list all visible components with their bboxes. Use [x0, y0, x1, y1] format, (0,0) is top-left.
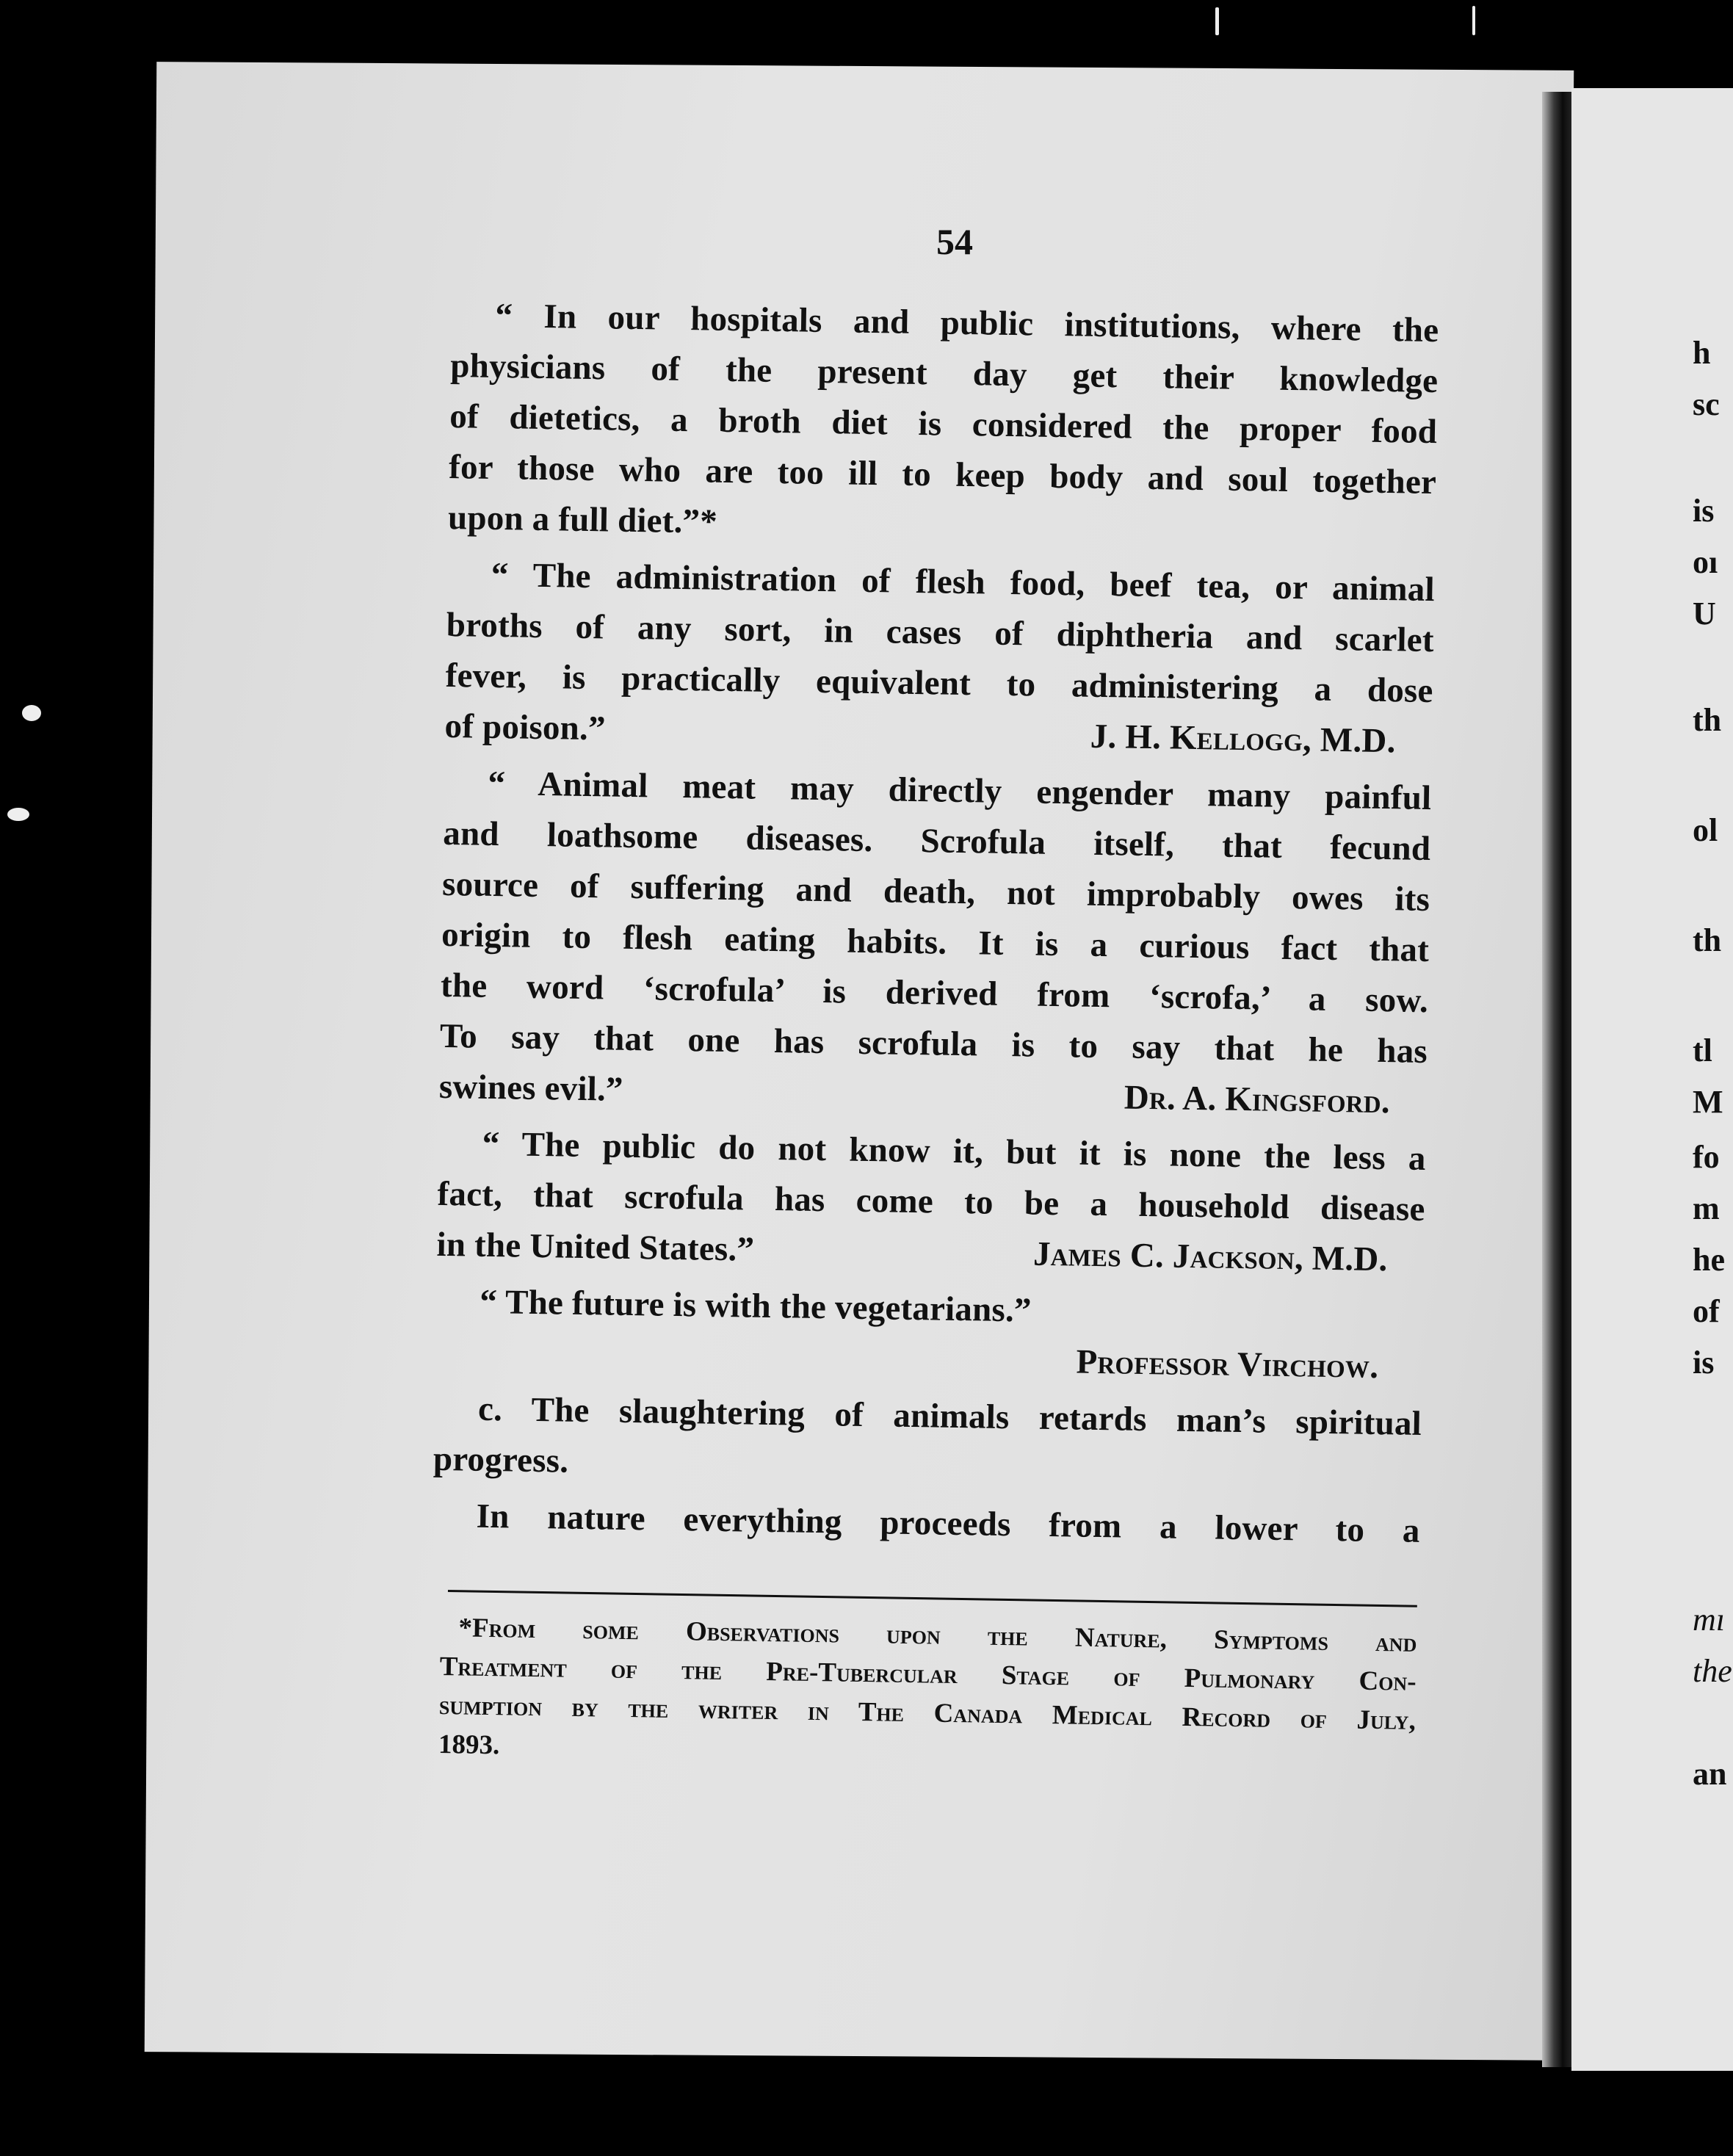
text-line: and loathsome diseases. Scrofula itself, that fecund: [442, 814, 1431, 869]
facing-page-fragment: m: [1693, 1190, 1720, 1226]
text-line: in the United States.”: [436, 1225, 755, 1269]
quote-attribution: Dr. A. Kingsford.: [1124, 1078, 1391, 1121]
facing-page-fragment: is: [1693, 493, 1715, 529]
text-line: of poison.”: [444, 706, 607, 748]
footnote: [438, 1608, 1417, 1779]
facing-page-fragment: M: [1693, 1084, 1723, 1120]
text-line: of dietetics, a broth diet is considered the proper food: [449, 397, 1438, 452]
facing-page-fragment: h: [1693, 335, 1711, 371]
text-line: In nature everything proceeds from a lower to a: [476, 1497, 1421, 1550]
scan-speck: [22, 705, 41, 721]
text-line: source of suffering and death, not improbably owes its: [441, 864, 1430, 919]
scan-speck: [7, 808, 29, 821]
facing-page-fragment: oı: [1693, 544, 1718, 580]
text-line: fact, that scrofula has come to be a household disease: [437, 1174, 1425, 1229]
quote-paragraph: [438, 758, 1431, 1128]
scan-speck: [1472, 6, 1475, 35]
text-line: “ The future is with the vegetarians.”: [479, 1282, 1032, 1330]
footnote-line: sumption by the writer in The Canada Medical Record of July,: [438, 1690, 1417, 1736]
footnote-line: 1893.: [438, 1729, 500, 1761]
text-line: “ Animal meat may directly engender many painful: [488, 764, 1432, 818]
text-line: “ The administration of flesh food, beef tea, or animal: [491, 555, 1436, 609]
facing-page-fragment: U: [1693, 596, 1716, 632]
quote-paragraph: [435, 1276, 1424, 1393]
quote-attribution: J. H. Kellogg, M.D.: [1090, 717, 1396, 761]
body-paragraph: [433, 1383, 1422, 1500]
facing-page-fragment: th: [1693, 922, 1722, 958]
facing-page-fragment: the: [1693, 1653, 1732, 1689]
text-line: To say that one has scrofula is to say that he has: [439, 1016, 1428, 1071]
quote-paragraph: [448, 290, 1439, 559]
text-line: “ The public do not know it, but it is none the less a: [482, 1124, 1426, 1178]
facing-page-fragment: of: [1693, 1293, 1720, 1329]
quote-attribution: Professor Virchow.: [1076, 1342, 1379, 1386]
footnote-line: Treatment of the Pre-Tubercular Stage of Pulmonary Con-: [439, 1651, 1417, 1697]
quote-attribution: James C. Jackson, M.D.: [1032, 1234, 1388, 1279]
body-text: [432, 290, 1439, 1563]
facing-page-fragment: sc: [1693, 386, 1720, 422]
book-gutter: [1542, 92, 1571, 2067]
scan-speck: [1215, 7, 1219, 35]
footnote-line: *From some Observations upon the Nature, Symptoms and: [458, 1613, 1417, 1658]
text-line: fever, is practically equivalent to administering a dose: [445, 656, 1433, 711]
facing-page-edge: [1571, 88, 1733, 2071]
text-line: origin to flesh eating habits. It is a curious fact that: [441, 915, 1430, 970]
text-line: progress.: [433, 1439, 569, 1480]
facing-page-fragment: mı: [1693, 1602, 1725, 1638]
facing-page-fragment: ol: [1693, 812, 1718, 848]
text-line: “ In our hospitals and public institutions, where the: [495, 296, 1439, 350]
text-line: the word ‘scrofula’ is derived from ‘scrofa,’ a sow.: [440, 966, 1429, 1021]
text-line: c. The slaughtering of animals retards man’s spiritual: [477, 1389, 1422, 1443]
text-line: for those who are too ill to keep body and soul together: [448, 447, 1437, 502]
facing-page-fragment: is: [1693, 1345, 1715, 1381]
facing-page-fragment: th: [1693, 702, 1722, 738]
quote-paragraph: [436, 1118, 1426, 1286]
page-number: 54: [936, 221, 973, 262]
text-line: swines evil.”: [438, 1067, 624, 1109]
facing-page-fragment: tl: [1693, 1032, 1712, 1068]
text-line: broths of any sort, in cases of diphtheria and scarlet: [446, 605, 1435, 660]
facing-page-fragment: he: [1693, 1242, 1725, 1278]
facing-page-fragment: an: [1693, 1756, 1727, 1792]
text-line: physicians of the present day get their knowledge: [449, 346, 1439, 401]
facing-page-fragment: fo: [1693, 1139, 1720, 1175]
text-line: upon a full diet.”*: [447, 498, 718, 541]
body-paragraph: [432, 1491, 1420, 1557]
quote-paragraph: [444, 549, 1435, 767]
